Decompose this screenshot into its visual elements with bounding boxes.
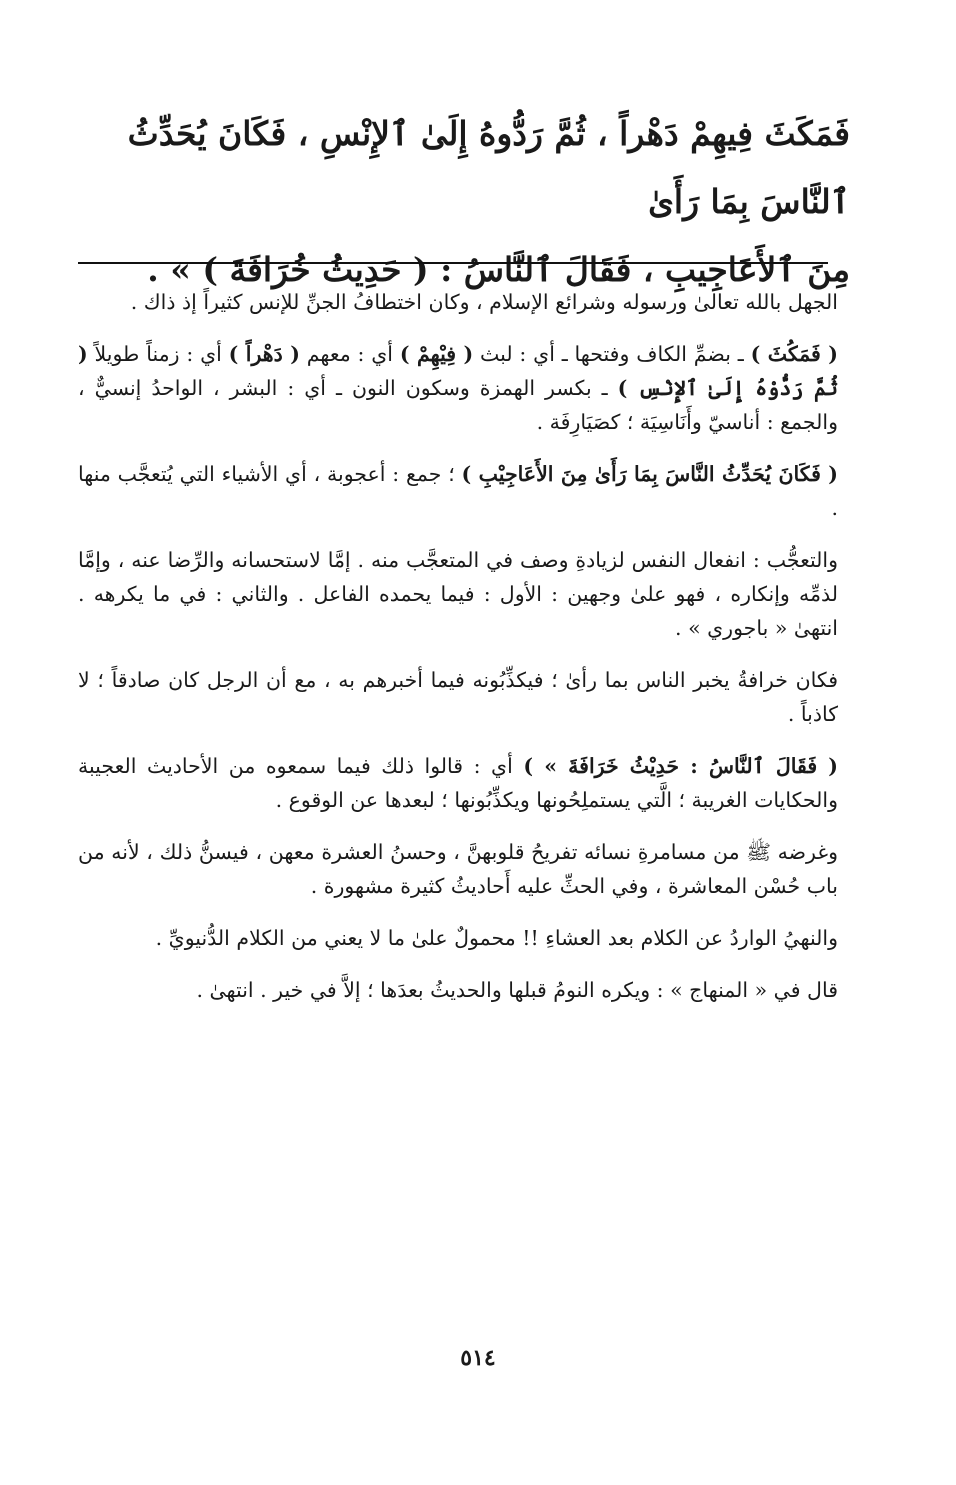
commentary-text: أي : زمناً طويلاً (87, 342, 229, 366)
commentary-paragraph-2 (78, 337, 838, 439)
commentary-paragraph-4: والتعجُّب : انفعال النفس لزيادةِ وصف في المتعجَّب منه . إمَّا لاستحسانه والرِّضا عنه ، وإمَّا لذمِّه وإنكاره ، فهو علىٰ وجهين : الأول : فيما يحمده الفاعل . والثاني : في ما يكرهه . انتهىٰ « باجوري » . (78, 548, 838, 640)
commentary-text: ؛ جمع : أعجوبة ، أي الأشياء التي يُتعجَّب منها . (78, 462, 838, 520)
footnote-divider (78, 262, 828, 264)
commentary-text: ـ بضمِّ الكاف وفتحها ـ أي : لبث (473, 342, 751, 366)
commentary-paragraph-7: وغرضه ﷺ من مسامرةِ نسائه تفريحُ قلوبهنَّ ، وحسنُ العشرة معهن ، فيسنُّ ذلك ، لأنه من باب حُسْن المعاشرة ، وفي الحثِّ عليه أَحاديثُ كثيرة مشهورة . (78, 840, 838, 898)
quoted-term: ( فَكَانَ يُحَدِّثُ النَّاسَ بِمَا رَأَىٰ مِنَ الأَعَاجِيْبِ ) (461, 462, 838, 486)
hadith-block (78, 100, 850, 304)
page-number: ٥١٤ (460, 1345, 496, 1371)
hadith-line-1: فَمَكَثَ فِيهِمْ دَهْراً ، ثُمَّ رَدُّوهُ إِلَىٰ ٱلإِنْسِ ، فَكَانَ يُحَدِّثُ ٱلنَّاسَ بِمَا رَأَىٰ (127, 114, 850, 221)
commentary-text: ـ بكسر الهمزة وسكون النون ـ أي : البشر ، الواحدُ إنسيٌّ ، والجمع : أناسيّ وأَنَاسِيَة ؛ كصَيَارِفَة . (78, 376, 838, 434)
quoted-term: ( فِيْهِمْ ) (399, 342, 474, 366)
commentary-paragraph-3 (78, 457, 838, 525)
commentary-text: أي : قالوا ذلك فيما سمعوه من الأحاديث العجيبة والحكايات الغريبة ؛ الَّتي يستملِحُونها ويكذِّبُونها ؛ لبعدها عن الوقوع . (78, 754, 838, 812)
quoted-term: ( ثُمَّ رَدُّوْهُ إِلَىٰ ٱلإِنْسِ ) (78, 342, 838, 400)
commentary-text: أي : معهم (299, 342, 400, 366)
commentary-paragraph-8: والنهيُ الواردُ عن الكلام بعد العشاءِ !! محمولٌ علىٰ ما لا يعني من الكلام الدُّنيويِّ . (155, 926, 838, 950)
quoted-term: ( فَمَكُثَ ) (750, 342, 838, 366)
commentary-block (78, 285, 838, 1025)
hadith-line-2: مِنَ ٱلأَعَاجِيبِ ، فَقَالَ ٱلنَّاسُ : ( حَدِيثُ خُرَافَةَ ) » . (147, 250, 850, 289)
quoted-term: ( فَقَالَ ٱلنَّاسُ : حَدِيْثُ خَرَافَةَ » ) (523, 754, 839, 778)
commentary-paragraph-5: فكان خرافةُ يخبر الناس بما رأىٰ ؛ فيكذِّبُونه فيما أخبرهم به ، مع أن الرجل كان صادقاً ؛ لا كاذباً . (78, 668, 838, 726)
quoted-term: ( دَهْراً ) (228, 342, 300, 366)
commentary-paragraph-9: قال في « المنهاج » : ويكره النومُ قبلها والحديثُ بعدَها ؛ إلاَّ في خير . انتهىٰ . (196, 978, 838, 1002)
commentary-paragraph-6 (78, 749, 838, 817)
commentary-paragraph-1: الجهل بالله تعالىٰ ورسوله وشرائع الإسلام ، وكان اختطافُ الجنِّ للإنس كثيراً إذ ذاك . (130, 290, 838, 314)
